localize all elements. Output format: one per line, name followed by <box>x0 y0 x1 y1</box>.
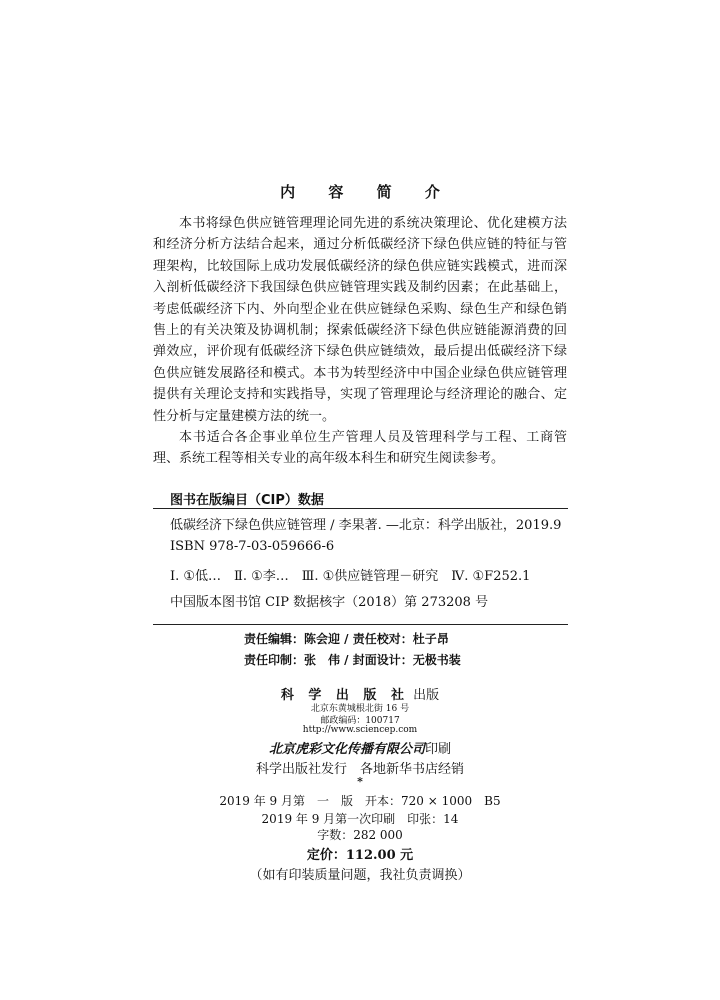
separator-star: * <box>357 775 363 788</box>
cip-bottom-rule <box>153 624 568 625</box>
publisher-postcode: 邮政编码：100717 <box>320 716 400 726</box>
cip-bibliographic-line: 低碳经济下绿色供应链管理 / 李果著. —北京：科学出版社，2019.9 <box>170 518 562 533</box>
publisher-address: 北京东黄城根北街 16 号 <box>310 704 410 714</box>
publisher-website: http://www.sciencep.com <box>302 725 418 735</box>
word-count: 字数：282 000 <box>317 828 403 842</box>
book-summary <box>153 213 567 470</box>
printer-line <box>0 738 720 757</box>
edition-spec: 2019 年 9 月第 一 版 开本：720 × 1000 B5 <box>219 794 501 808</box>
summary-paragraph-2: 本书适合各企事业单位生产管理人员及管理科学与工程、工商管理、系统工程等相关专业的高年级本科生和研究生阅读参考。 <box>153 430 567 467</box>
cip-isbn: ISBN 978-7-03-059666-6 <box>170 539 335 554</box>
cip-record-number: 中国版本图书馆 CIP 数据核字（2018）第 273208 号 <box>170 595 489 610</box>
cip-classification: Ⅰ. ①低… Ⅱ. ①李… Ⅲ. ①供应链管理－研究 Ⅳ. ①F252.1 <box>170 569 531 584</box>
printing-spec: 2019 年 9 月第一次印刷 印张：14 <box>261 812 459 826</box>
credits-design: 责任印制：张 伟 / 封面设计：无极书装 <box>244 653 461 667</box>
publisher-name: 科 学 出 版 社 <box>280 688 409 703</box>
cip-top-rule <box>153 508 568 509</box>
cip-heading: 图书在版编目（CIP）数据 <box>170 493 324 508</box>
credits-editors: 责任编辑：陈会迎 / 责任校对：杜子昂 <box>244 632 449 646</box>
summary-paragraph-1: 本书将绿色供应链管理理论同先进的系统决策理论、优化建模方法和经济分析方法结合起来，通过分析低碳经济下绿色供应链的特征与管理架构，比较国际上成功发展低碳经济的绿色供应链实践模式，进而深入剖析低碳经济下我国绿色供应链管理实践及制约因素；在此基础上，考虑低碳经济下内、外向型企业在供应链绿色采购、绿色生产和绿色销售上的有关决策及协调机制；探索低碳经济下绿色供应链能源消费的回弹效应，评价现有低碳经济下绿色供应链绩效，最后提出低碳经济下绿色供应链发展路径和模式。本书为转型经济中中国企业绿色供应链管理提供有关理论支持和实践指导，实现了管理理论与经济理论的融合、定性分析与定量建模方法的统一。 <box>153 216 567 424</box>
price: 定价：112.00 元 <box>306 848 414 863</box>
page-title: 内 容 简 介 <box>280 183 454 201</box>
printer-name: 北京虎彩文化传播有限公司 <box>268 742 425 757</box>
publisher-suffix: 出版 <box>413 688 440 703</box>
quality-note: （如有印装质量问题，我社负责调换） <box>249 868 471 883</box>
distribution-line: 科学出版社发行 各地新华书店经销 <box>255 762 464 777</box>
printer-suffix: 印刷 <box>425 742 452 757</box>
